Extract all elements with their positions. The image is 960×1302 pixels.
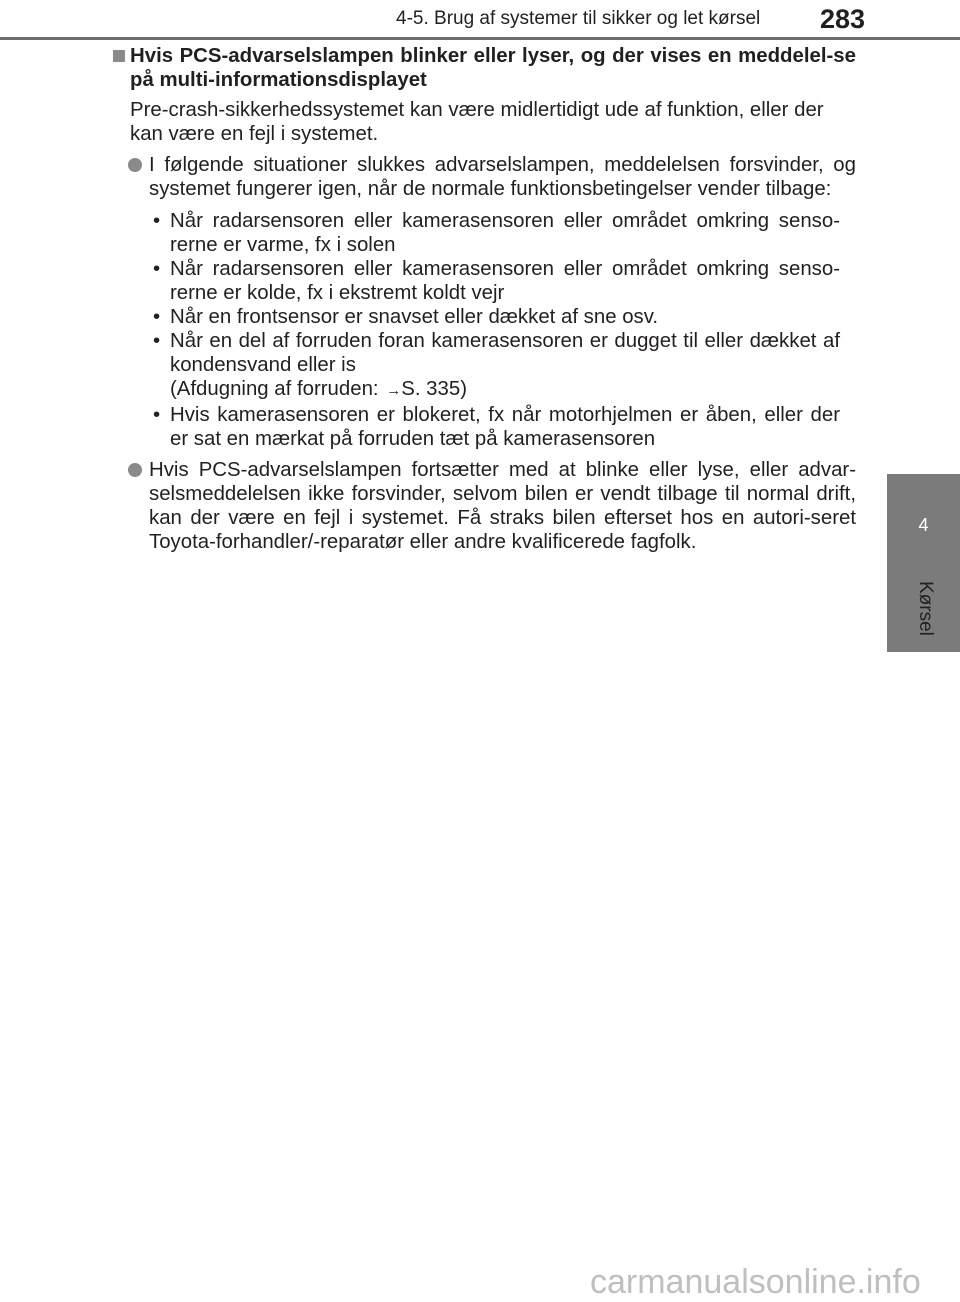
condition-item — [150, 403, 840, 451]
circle-bullet-icon — [128, 158, 142, 172]
chapter-number: 4 — [918, 515, 929, 535]
list-item-text: I følgende situationer slukkes advarselslampen, meddelelsen forsvinder, og systemet fungerer igen, når de normale funktionsbetingelser vender tilbage: — [149, 154, 856, 200]
watermark: carmanualsonline.info — [590, 1263, 921, 1301]
square-bullet-icon — [113, 50, 125, 62]
list-item-text: Hvis PCS-advarselslampen fortsætter med at blinke eller lyse, eller advar-selsmeddelelsen ikke forsvinder, selvom bilen er vendt tilbage til normal drift, kan der være en fejl i systemet. Få straks bilen efterset hos en autori-seret Toyota-forhandler/-reparatør eller andre kvalificerede fagfolk. — [149, 459, 856, 553]
reference-prefix: (Afdugning af forruden: — [170, 378, 385, 400]
section-heading — [112, 44, 856, 92]
arrow-right-icon: → — [386, 382, 402, 399]
condition-text: Når en frontsensor er snavset eller dækket af sne osv. — [170, 306, 659, 328]
header-divider — [0, 37, 960, 40]
chapter-label: Kørsel — [915, 581, 936, 636]
condition-list — [112, 209, 856, 451]
page-content — [112, 44, 856, 554]
intro-paragraph: Pre-crash-sikkerhedssystemet kan være midlertidigt ude af funktion, eller der kan være en fejl i systemet. — [130, 99, 824, 145]
list-item — [112, 458, 856, 554]
section-title: 4-5. Brug af systemer til sikker og let kørsel — [396, 8, 761, 29]
section-heading-text: Hvis PCS-advarselslampen blinker eller lyser, og der vises en meddelel-se på multi-informationsdisplayet — [130, 45, 856, 91]
condition-text: Når radarsensoren eller kamerasensoren eller området omkring senso-rerne er varme, fx i solen — [170, 210, 840, 256]
condition-item — [150, 257, 840, 305]
condition-item — [150, 305, 840, 329]
list-item — [112, 153, 856, 201]
bullet-dot-icon: • — [153, 306, 161, 328]
condition-item — [150, 209, 840, 257]
condition-text: Hvis kamerasensoren er blokeret, fx når motorhjelmen er åben, eller der er sat en mærkat på forruden tæt på kamerasensoren — [170, 404, 840, 450]
bullet-dot-icon: • — [153, 330, 161, 352]
page-reference-link[interactable]: S. 335) — [401, 378, 467, 400]
circle-bullet-icon — [128, 463, 142, 477]
bullet-dot-icon: • — [153, 258, 161, 280]
condition-text: Når radarsensoren eller kamerasensoren eller området omkring senso-rerne er kolde, fx i ekstremt koldt vejr — [170, 258, 840, 304]
condition-text: Når en del af forruden foran kamerasensoren er dugget til eller dækket af kondensvand eller is — [170, 330, 840, 376]
bullet-dot-icon: • — [153, 404, 161, 426]
bullet-dot-icon: • — [153, 210, 161, 232]
page-number: 283 — [820, 4, 866, 34]
condition-item — [150, 329, 840, 403]
